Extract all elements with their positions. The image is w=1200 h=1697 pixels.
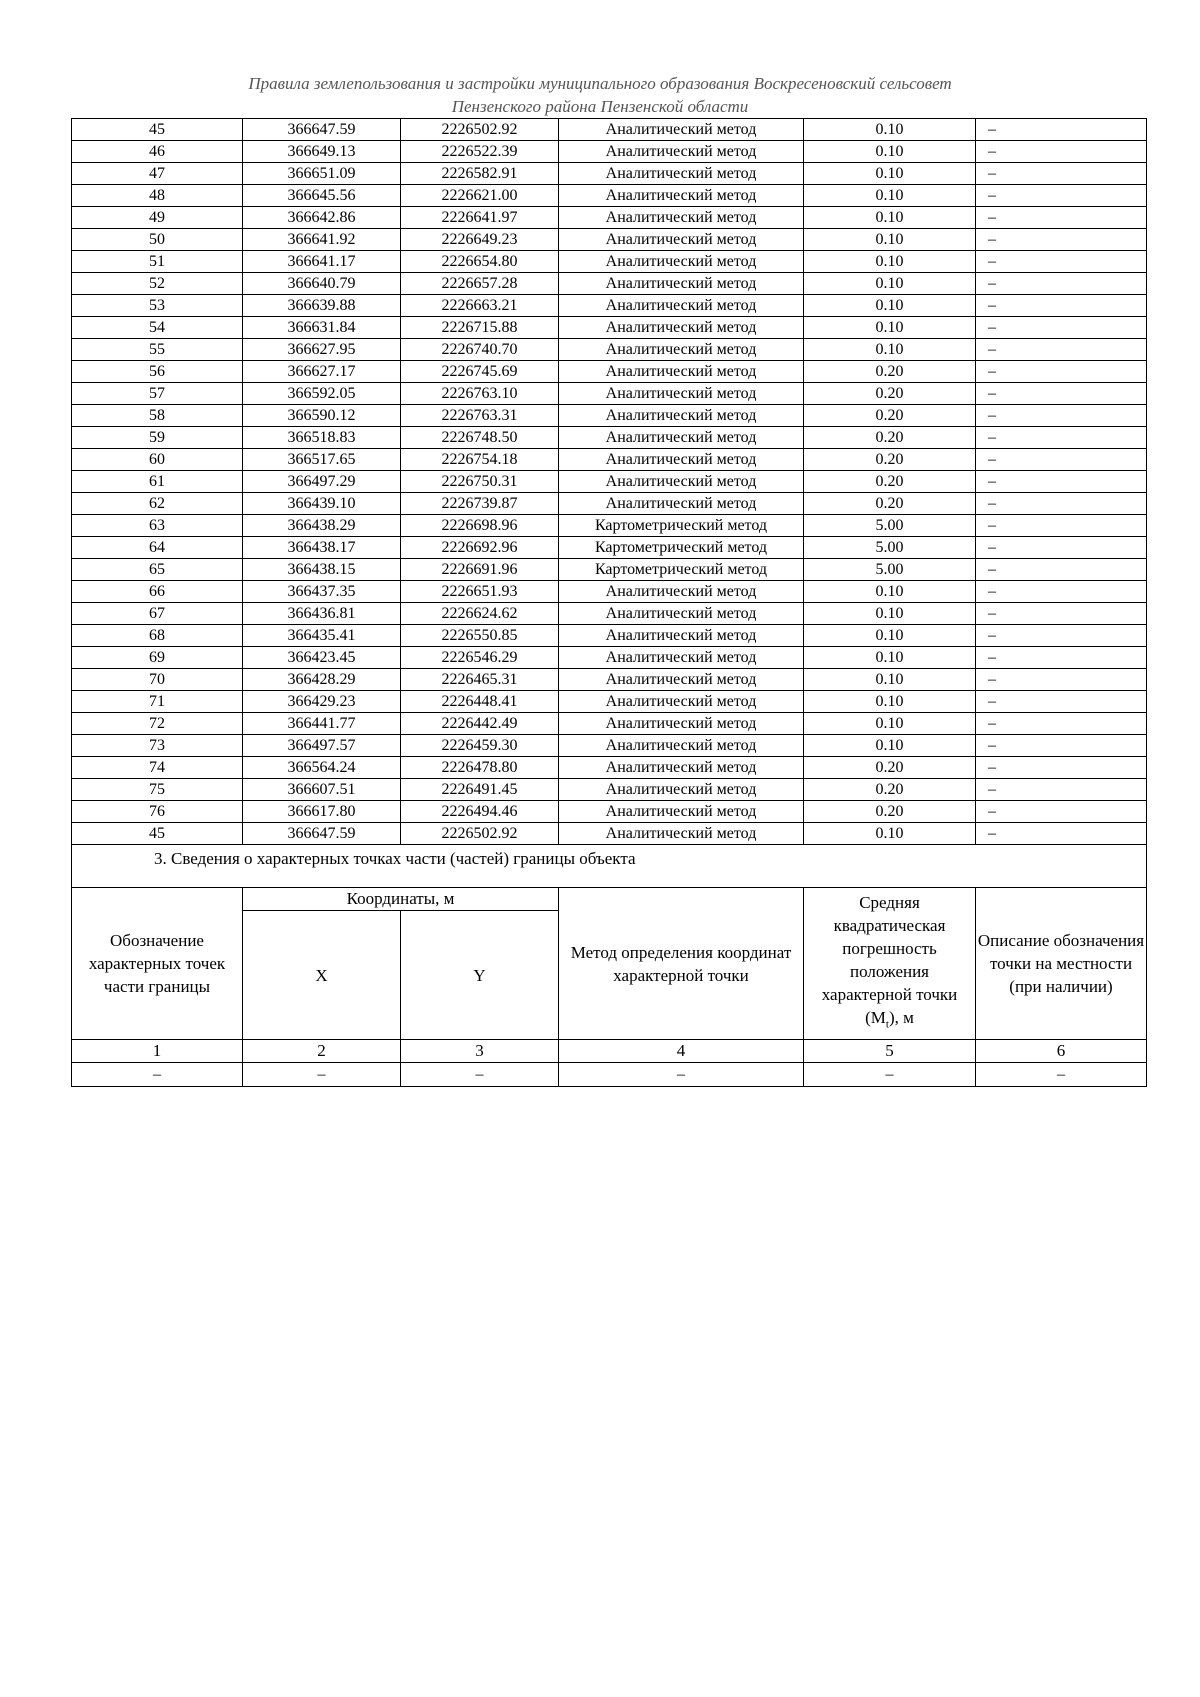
description-cell: – bbox=[976, 757, 1147, 779]
empty-cell: – bbox=[559, 1063, 804, 1087]
description-cell: – bbox=[976, 603, 1147, 625]
coord-y-cell: 2226546.29 bbox=[401, 647, 559, 669]
table-row bbox=[72, 339, 1147, 361]
method-cell: Аналитический метод bbox=[559, 449, 804, 471]
coord-y-cell: 2226691.96 bbox=[401, 559, 559, 581]
method-cell: Аналитический метод bbox=[559, 163, 804, 185]
description-cell: – bbox=[976, 317, 1147, 339]
point-number-cell: 69 bbox=[72, 647, 243, 669]
table-row bbox=[72, 273, 1147, 295]
column-numbers-row bbox=[72, 1040, 1147, 1063]
point-number-cell: 54 bbox=[72, 317, 243, 339]
coord-y-cell: 2226442.49 bbox=[401, 713, 559, 735]
coord-x-cell: 366651.09 bbox=[243, 163, 401, 185]
accuracy-cell: 0.10 bbox=[804, 251, 976, 273]
coord-y-cell: 2226502.92 bbox=[401, 119, 559, 141]
coord-y-cell: 2226740.70 bbox=[401, 339, 559, 361]
table-row bbox=[72, 317, 1147, 339]
empty-cell: – bbox=[804, 1063, 976, 1087]
accuracy-cell: 5.00 bbox=[804, 559, 976, 581]
accuracy-cell: 0.10 bbox=[804, 317, 976, 339]
coord-x-cell: 366517.65 bbox=[243, 449, 401, 471]
coord-x-cell: 366439.10 bbox=[243, 493, 401, 515]
method-cell: Аналитический метод bbox=[559, 471, 804, 493]
table-row bbox=[72, 647, 1147, 669]
table-row bbox=[72, 713, 1147, 735]
table-row bbox=[72, 119, 1147, 141]
coord-y-cell: 2226582.91 bbox=[401, 163, 559, 185]
method-cell: Аналитический метод bbox=[559, 493, 804, 515]
method-cell: Аналитический метод bbox=[559, 603, 804, 625]
coord-y-cell: 2226698.96 bbox=[401, 515, 559, 537]
point-number-cell: 51 bbox=[72, 251, 243, 273]
table-row bbox=[72, 515, 1147, 537]
table-row bbox=[72, 427, 1147, 449]
table-row bbox=[72, 471, 1147, 493]
coord-x-cell: 366497.57 bbox=[243, 735, 401, 757]
coord-x-cell: 366647.59 bbox=[243, 823, 401, 845]
method-cell: Аналитический метод bbox=[559, 229, 804, 251]
description-cell: – bbox=[976, 229, 1147, 251]
coord-y-cell: 2226522.39 bbox=[401, 141, 559, 163]
table-row bbox=[72, 801, 1147, 823]
accuracy-cell: 0.10 bbox=[804, 273, 976, 295]
description-cell: – bbox=[976, 823, 1147, 845]
method-cell: Аналитический метод bbox=[559, 823, 804, 845]
description-cell: – bbox=[976, 295, 1147, 317]
col-mt-subscript: t bbox=[885, 1018, 889, 1031]
description-cell: – bbox=[976, 581, 1147, 603]
column-number: 3 bbox=[401, 1040, 559, 1063]
description-cell: – bbox=[976, 141, 1147, 163]
coord-x-cell: 366631.84 bbox=[243, 317, 401, 339]
header-line-2: Пензенского района Пензенской области bbox=[451, 97, 749, 116]
accuracy-cell: 5.00 bbox=[804, 537, 976, 559]
description-cell: – bbox=[976, 669, 1147, 691]
table-row bbox=[72, 757, 1147, 779]
empty-data-row bbox=[72, 1063, 1147, 1087]
coord-y-cell: 2226491.45 bbox=[401, 779, 559, 801]
coord-y-cell: 2226763.31 bbox=[401, 405, 559, 427]
table-row bbox=[72, 405, 1147, 427]
accuracy-cell: 0.10 bbox=[804, 735, 976, 757]
point-number-cell: 47 bbox=[72, 163, 243, 185]
point-number-cell: 72 bbox=[72, 713, 243, 735]
point-number-cell: 62 bbox=[72, 493, 243, 515]
accuracy-cell: 0.10 bbox=[804, 207, 976, 229]
points-rows bbox=[72, 119, 1147, 845]
header-line-1: Правила землепользования и застройки муниципального образования Воскресеновский сельсовет bbox=[248, 74, 952, 93]
description-cell: – bbox=[976, 559, 1147, 581]
coord-x-cell: 366590.12 bbox=[243, 405, 401, 427]
point-number-cell: 53 bbox=[72, 295, 243, 317]
point-number-cell: 65 bbox=[72, 559, 243, 581]
point-number-cell: 64 bbox=[72, 537, 243, 559]
col-method-header: Метод определения координат характерной точки bbox=[559, 888, 804, 1040]
coord-y-cell: 2226465.31 bbox=[401, 669, 559, 691]
description-cell: – bbox=[976, 163, 1147, 185]
table-row bbox=[72, 603, 1147, 625]
description-cell: – bbox=[976, 735, 1147, 757]
method-cell: Аналитический метод bbox=[559, 801, 804, 823]
coord-x-cell: 366438.17 bbox=[243, 537, 401, 559]
point-number-cell: 71 bbox=[72, 691, 243, 713]
coord-x-cell: 366641.17 bbox=[243, 251, 401, 273]
method-cell: Аналитический метод bbox=[559, 251, 804, 273]
description-cell: – bbox=[976, 383, 1147, 405]
description-cell: – bbox=[976, 251, 1147, 273]
method-cell: Аналитический метод bbox=[559, 691, 804, 713]
point-number-cell: 75 bbox=[72, 779, 243, 801]
method-cell: Картометрический метод bbox=[559, 559, 804, 581]
coord-x-cell: 366438.15 bbox=[243, 559, 401, 581]
coord-x-cell: 366437.35 bbox=[243, 581, 401, 603]
accuracy-cell: 0.10 bbox=[804, 229, 976, 251]
point-number-cell: 46 bbox=[72, 141, 243, 163]
description-cell: – bbox=[976, 515, 1147, 537]
coord-y-cell: 2226763.10 bbox=[401, 383, 559, 405]
accuracy-cell: 0.10 bbox=[804, 339, 976, 361]
col-mt-text: Средняя квадратическая погрешность положения характерной точки (M bbox=[821, 892, 958, 1027]
method-cell: Аналитический метод bbox=[559, 625, 804, 647]
point-number-cell: 56 bbox=[72, 361, 243, 383]
coord-x-cell: 366436.81 bbox=[243, 603, 401, 625]
table-row bbox=[72, 163, 1147, 185]
boundary-points-table bbox=[71, 118, 1147, 1087]
method-cell: Аналитический метод bbox=[559, 383, 804, 405]
accuracy-cell: 0.20 bbox=[804, 449, 976, 471]
coord-x-cell: 366438.29 bbox=[243, 515, 401, 537]
table-row bbox=[72, 625, 1147, 647]
accuracy-cell: 0.10 bbox=[804, 669, 976, 691]
point-number-cell: 49 bbox=[72, 207, 243, 229]
method-cell: Аналитический метод bbox=[559, 713, 804, 735]
table-row bbox=[72, 383, 1147, 405]
column-number: 2 bbox=[243, 1040, 401, 1063]
description-cell: – bbox=[976, 361, 1147, 383]
table-row bbox=[72, 779, 1147, 801]
method-cell: Аналитический метод bbox=[559, 339, 804, 361]
coord-y-cell: 2226494.46 bbox=[401, 801, 559, 823]
accuracy-cell: 0.20 bbox=[804, 427, 976, 449]
method-cell: Аналитический метод bbox=[559, 273, 804, 295]
accuracy-cell: 0.10 bbox=[804, 625, 976, 647]
point-number-cell: 58 bbox=[72, 405, 243, 427]
method-cell: Аналитический метод bbox=[559, 361, 804, 383]
accuracy-cell: 0.20 bbox=[804, 361, 976, 383]
column-number: 4 bbox=[559, 1040, 804, 1063]
table-row bbox=[72, 735, 1147, 757]
method-cell: Аналитический метод bbox=[559, 427, 804, 449]
table-row bbox=[72, 559, 1147, 581]
coord-y-cell: 2226754.18 bbox=[401, 449, 559, 471]
coord-y-cell: 2226663.21 bbox=[401, 295, 559, 317]
point-number-cell: 55 bbox=[72, 339, 243, 361]
coord-x-cell: 366641.92 bbox=[243, 229, 401, 251]
empty-cell: – bbox=[243, 1063, 401, 1087]
coord-y-cell: 2226745.69 bbox=[401, 361, 559, 383]
point-number-cell: 45 bbox=[72, 119, 243, 141]
empty-cell: – bbox=[976, 1063, 1147, 1087]
section-3-title: 3. Сведения о характерных точках части (частей) границы объекта bbox=[72, 845, 1147, 888]
accuracy-cell: 0.20 bbox=[804, 779, 976, 801]
coord-x-cell: 366441.77 bbox=[243, 713, 401, 735]
description-cell: – bbox=[976, 647, 1147, 669]
accuracy-cell: 0.10 bbox=[804, 581, 976, 603]
table-row bbox=[72, 449, 1147, 471]
accuracy-cell: 0.20 bbox=[804, 383, 976, 405]
coord-x-cell: 366645.56 bbox=[243, 185, 401, 207]
description-cell: – bbox=[976, 207, 1147, 229]
coord-y-cell: 2226459.30 bbox=[401, 735, 559, 757]
table-row bbox=[72, 141, 1147, 163]
col-mt-header bbox=[804, 888, 976, 1040]
description-cell: – bbox=[976, 427, 1147, 449]
point-number-cell: 61 bbox=[72, 471, 243, 493]
point-number-cell: 76 bbox=[72, 801, 243, 823]
accuracy-cell: 0.10 bbox=[804, 823, 976, 845]
point-number-cell: 48 bbox=[72, 185, 243, 207]
table-row bbox=[72, 229, 1147, 251]
coord-x-cell: 366564.24 bbox=[243, 757, 401, 779]
method-cell: Аналитический метод bbox=[559, 185, 804, 207]
method-cell: Аналитический метод bbox=[559, 141, 804, 163]
method-cell: Аналитический метод bbox=[559, 757, 804, 779]
accuracy-cell: 0.10 bbox=[804, 185, 976, 207]
coord-x-cell: 366435.41 bbox=[243, 625, 401, 647]
description-cell: – bbox=[976, 449, 1147, 471]
column-number: 1 bbox=[72, 1040, 243, 1063]
method-cell: Аналитический метод bbox=[559, 779, 804, 801]
coord-x-cell: 366627.95 bbox=[243, 339, 401, 361]
description-cell: – bbox=[976, 691, 1147, 713]
point-number-cell: 45 bbox=[72, 823, 243, 845]
description-cell: – bbox=[976, 801, 1147, 823]
coord-x-cell: 366642.86 bbox=[243, 207, 401, 229]
table-row bbox=[72, 493, 1147, 515]
method-cell: Аналитический метод bbox=[559, 735, 804, 757]
point-number-cell: 74 bbox=[72, 757, 243, 779]
table-row bbox=[72, 185, 1147, 207]
point-number-cell: 57 bbox=[72, 383, 243, 405]
table-row bbox=[72, 251, 1147, 273]
description-cell: – bbox=[976, 405, 1147, 427]
description-cell: – bbox=[976, 779, 1147, 801]
coord-y-cell: 2226654.80 bbox=[401, 251, 559, 273]
coord-x-cell: 366592.05 bbox=[243, 383, 401, 405]
accuracy-cell: 0.20 bbox=[804, 471, 976, 493]
accuracy-cell: 0.20 bbox=[804, 757, 976, 779]
col-coords-header: Координаты, м bbox=[243, 888, 559, 911]
coord-y-cell: 2226715.88 bbox=[401, 317, 559, 339]
method-cell: Аналитический метод bbox=[559, 207, 804, 229]
accuracy-cell: 0.10 bbox=[804, 647, 976, 669]
accuracy-cell: 0.10 bbox=[804, 295, 976, 317]
coord-x-cell: 366647.59 bbox=[243, 119, 401, 141]
accuracy-cell: 0.20 bbox=[804, 801, 976, 823]
method-cell: Картометрический метод bbox=[559, 515, 804, 537]
method-cell: Аналитический метод bbox=[559, 405, 804, 427]
table-row bbox=[72, 537, 1147, 559]
table-row bbox=[72, 691, 1147, 713]
coord-y-cell: 2226649.23 bbox=[401, 229, 559, 251]
coord-x-cell: 366423.45 bbox=[243, 647, 401, 669]
description-cell: – bbox=[976, 493, 1147, 515]
col-y-header: Y bbox=[401, 911, 559, 1040]
description-cell: – bbox=[976, 119, 1147, 141]
coord-x-cell: 366607.51 bbox=[243, 779, 401, 801]
coord-y-cell: 2226502.92 bbox=[401, 823, 559, 845]
table-row bbox=[72, 581, 1147, 603]
point-number-cell: 50 bbox=[72, 229, 243, 251]
coord-x-cell: 366428.29 bbox=[243, 669, 401, 691]
accuracy-cell: 0.10 bbox=[804, 141, 976, 163]
method-cell: Аналитический метод bbox=[559, 317, 804, 339]
description-cell: – bbox=[976, 185, 1147, 207]
method-cell: Аналитический метод bbox=[559, 647, 804, 669]
description-cell: – bbox=[976, 713, 1147, 735]
accuracy-cell: 0.20 bbox=[804, 405, 976, 427]
point-number-cell: 52 bbox=[72, 273, 243, 295]
coord-x-cell: 366649.13 bbox=[243, 141, 401, 163]
point-number-cell: 70 bbox=[72, 669, 243, 691]
table-row bbox=[72, 295, 1147, 317]
coord-y-cell: 2226739.87 bbox=[401, 493, 559, 515]
col-point-header: Обозначение характерных точек части границы bbox=[72, 888, 243, 1040]
coord-x-cell: 366627.17 bbox=[243, 361, 401, 383]
description-cell: – bbox=[976, 625, 1147, 647]
coord-y-cell: 2226750.31 bbox=[401, 471, 559, 493]
method-cell: Аналитический метод bbox=[559, 669, 804, 691]
table-row bbox=[72, 207, 1147, 229]
table-row bbox=[72, 361, 1147, 383]
point-number-cell: 60 bbox=[72, 449, 243, 471]
coord-y-cell: 2226692.96 bbox=[401, 537, 559, 559]
section-3 bbox=[72, 845, 1147, 1087]
method-cell: Аналитический метод bbox=[559, 581, 804, 603]
accuracy-cell: 0.10 bbox=[804, 713, 976, 735]
accuracy-cell: 0.10 bbox=[804, 119, 976, 141]
point-number-cell: 63 bbox=[72, 515, 243, 537]
empty-cell: – bbox=[401, 1063, 559, 1087]
description-cell: – bbox=[976, 273, 1147, 295]
table-row bbox=[72, 823, 1147, 845]
section-3-title-row bbox=[72, 845, 1147, 888]
coord-y-cell: 2226624.62 bbox=[401, 603, 559, 625]
col-desc-header: Описание обозначения точки на местности (при наличии) bbox=[976, 888, 1147, 1040]
header-row-1 bbox=[72, 888, 1147, 911]
coord-y-cell: 2226478.80 bbox=[401, 757, 559, 779]
coord-y-cell: 2226651.93 bbox=[401, 581, 559, 603]
coord-y-cell: 2226641.97 bbox=[401, 207, 559, 229]
coord-y-cell: 2226621.00 bbox=[401, 185, 559, 207]
coord-x-cell: 366497.29 bbox=[243, 471, 401, 493]
coord-y-cell: 2226748.50 bbox=[401, 427, 559, 449]
point-number-cell: 73 bbox=[72, 735, 243, 757]
description-cell: – bbox=[976, 471, 1147, 493]
point-number-cell: 68 bbox=[72, 625, 243, 647]
method-cell: Аналитический метод bbox=[559, 295, 804, 317]
description-cell: – bbox=[976, 339, 1147, 361]
coord-y-cell: 2226657.28 bbox=[401, 273, 559, 295]
coord-x-cell: 366617.80 bbox=[243, 801, 401, 823]
table-row bbox=[72, 669, 1147, 691]
column-number: 6 bbox=[976, 1040, 1147, 1063]
column-number: 5 bbox=[804, 1040, 976, 1063]
page-header bbox=[0, 72, 1200, 118]
accuracy-cell: 0.10 bbox=[804, 691, 976, 713]
coord-x-cell: 366429.23 bbox=[243, 691, 401, 713]
coord-x-cell: 366640.79 bbox=[243, 273, 401, 295]
col-mt-tail: ), м bbox=[888, 1007, 914, 1027]
coord-x-cell: 366518.83 bbox=[243, 427, 401, 449]
empty-cell: – bbox=[72, 1063, 243, 1087]
accuracy-cell: 0.10 bbox=[804, 163, 976, 185]
coord-y-cell: 2226550.85 bbox=[401, 625, 559, 647]
method-cell: Картометрический метод bbox=[559, 537, 804, 559]
point-number-cell: 66 bbox=[72, 581, 243, 603]
description-cell: – bbox=[976, 537, 1147, 559]
coord-x-cell: 366639.88 bbox=[243, 295, 401, 317]
accuracy-cell: 5.00 bbox=[804, 515, 976, 537]
col-x-header: X bbox=[243, 911, 401, 1040]
point-number-cell: 59 bbox=[72, 427, 243, 449]
method-cell: Аналитический метод bbox=[559, 119, 804, 141]
accuracy-cell: 0.20 bbox=[804, 493, 976, 515]
accuracy-cell: 0.10 bbox=[804, 603, 976, 625]
coord-y-cell: 2226448.41 bbox=[401, 691, 559, 713]
point-number-cell: 67 bbox=[72, 603, 243, 625]
